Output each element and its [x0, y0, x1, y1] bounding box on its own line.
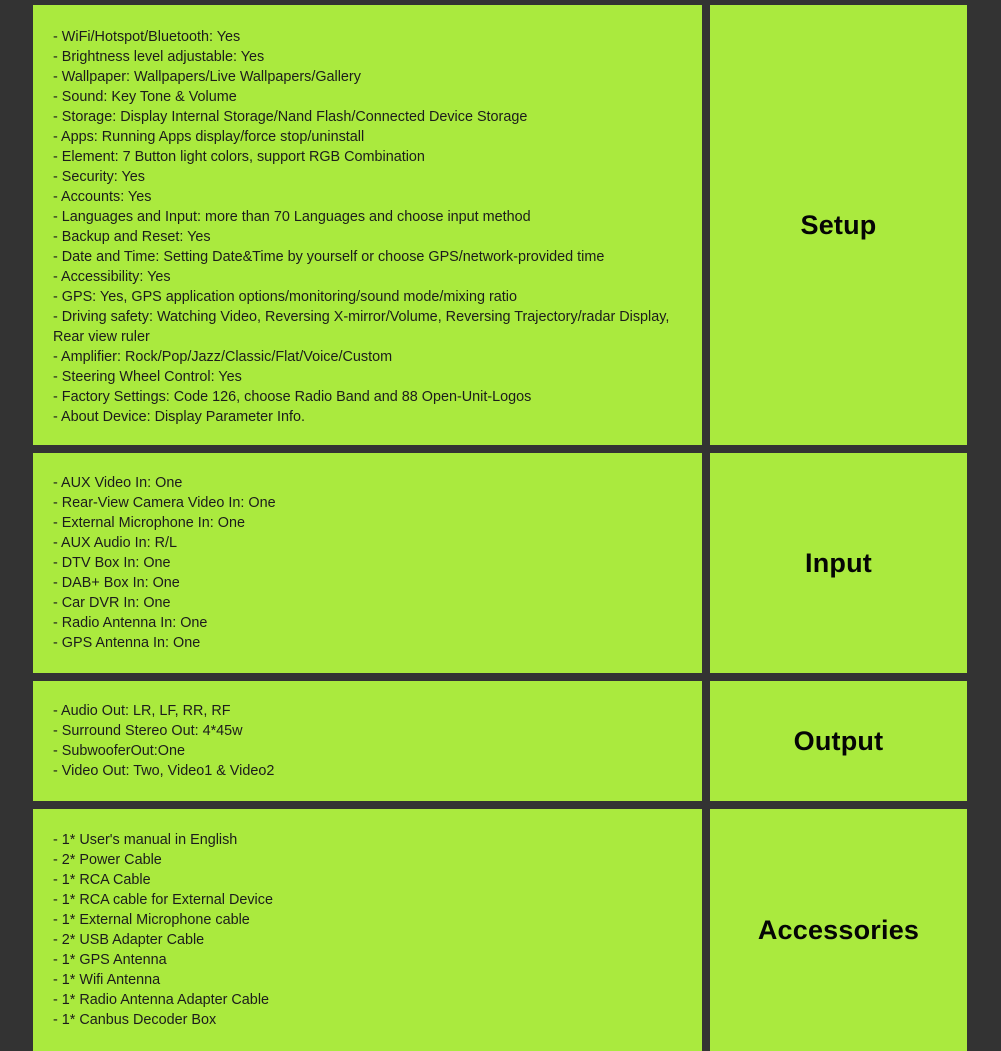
- list-item: - 1* External Microphone cable: [53, 912, 250, 928]
- section-title-cell: [710, 5, 967, 445]
- list-item: - Accessibility: Yes: [53, 269, 171, 285]
- spec-list-cell: [33, 809, 702, 1051]
- list-item: - Storage: Display Internal Storage/Nand Flash/Connected Device Storage: [53, 109, 528, 125]
- list-item: - 1* User's manual in English: [53, 832, 238, 848]
- spec-list: [53, 701, 696, 781]
- list-item: - Steering Wheel Control: Yes: [53, 369, 242, 385]
- list-item: - Rear-View Camera Video In: One: [53, 495, 276, 511]
- section-title: Accessories: [757, 914, 920, 945]
- spec-list-cell: [33, 681, 702, 801]
- list-item: - 1* GPS Antenna: [53, 952, 167, 968]
- list-item: - Wallpaper: Wallpapers/Live Wallpapers/Gallery: [53, 69, 361, 85]
- list-item: - Surround Stereo Out: 4*45w: [53, 723, 243, 739]
- section-title-cell: [710, 809, 967, 1051]
- list-item: - Car DVR In: One: [53, 595, 171, 611]
- section-title-cell: [710, 681, 967, 801]
- list-item: - Security: Yes: [53, 169, 145, 185]
- list-item: - 1* Canbus Decoder Box: [53, 1012, 217, 1028]
- section-title: Input: [805, 547, 872, 578]
- list-item: - Element: 7 Button light colors, support RGB Combination: [53, 149, 425, 165]
- list-item: - 1* RCA cable for External Device: [53, 892, 273, 908]
- list-item: - External Microphone In: One: [53, 515, 245, 531]
- spec-row-accessories: [0, 809, 1001, 1051]
- list-item: - Radio Antenna In: One: [53, 615, 208, 631]
- spec-list: [53, 473, 696, 653]
- list-item: - AUX Video In: One: [53, 475, 183, 491]
- list-item: - Driving safety: Watching Video, Reversing X-mirror/Volume, Reversing Trajectory/radar Display, Rear view ruler: [53, 309, 670, 345]
- section-title-cell: [710, 453, 967, 673]
- list-item: - Audio Out: LR, LF, RR, RF: [53, 703, 231, 719]
- list-item: - Backup and Reset: Yes: [53, 229, 211, 245]
- list-item: - Brightness level adjustable: Yes: [53, 49, 265, 65]
- spec-list: [53, 27, 696, 427]
- list-item: - Video Out: Two, Video1 & Video2: [53, 763, 275, 779]
- list-item: - 1* Radio Antenna Adapter Cable: [53, 992, 270, 1008]
- list-item: - Date and Time: Setting Date&Time by yourself or choose GPS/network-provided time: [53, 249, 605, 265]
- spec-row-output: [0, 681, 1001, 801]
- list-item: - About Device: Display Parameter Info.: [53, 409, 305, 425]
- spec-list-cell: [33, 5, 702, 445]
- spec-list: [53, 830, 696, 1030]
- list-item: - DTV Box In: One: [53, 555, 171, 571]
- spec-row-setup: [0, 5, 1001, 445]
- section-title: Setup: [800, 209, 877, 240]
- section-title: Output: [793, 725, 884, 756]
- list-item: - AUX Audio In: R/L: [53, 535, 177, 551]
- list-item: - GPS Antenna In: One: [53, 635, 201, 651]
- list-item: - 1* Wifi Antenna: [53, 972, 161, 988]
- list-item: - GPS: Yes, GPS application options/monitoring/sound mode/mixing ratio: [53, 289, 517, 305]
- list-item: - Apps: Running Apps display/force stop/uninstall: [53, 129, 365, 145]
- list-item: - SubwooferOut:One: [53, 743, 185, 759]
- list-item: - Amplifier: Rock/Pop/Jazz/Classic/Flat/Voice/Custom: [53, 349, 393, 365]
- spec-row-input: [0, 453, 1001, 673]
- list-item: - DAB+ Box In: One: [53, 575, 180, 591]
- list-item: - Sound: Key Tone & Volume: [53, 89, 237, 105]
- list-item: - Accounts: Yes: [53, 189, 152, 205]
- list-item: - Languages and Input: more than 70 Languages and choose input method: [53, 209, 531, 225]
- list-item: - 2* USB Adapter Cable: [53, 932, 205, 948]
- list-item: - 2* Power Cable: [53, 852, 162, 868]
- list-item: - Factory Settings: Code 126, choose Radio Band and 88 Open-Unit-Logos: [53, 389, 532, 405]
- list-item: - 1* RCA Cable: [53, 872, 151, 888]
- list-item: - WiFi/Hotspot/Bluetooth: Yes: [53, 29, 241, 45]
- spec-list-cell: [33, 453, 702, 673]
